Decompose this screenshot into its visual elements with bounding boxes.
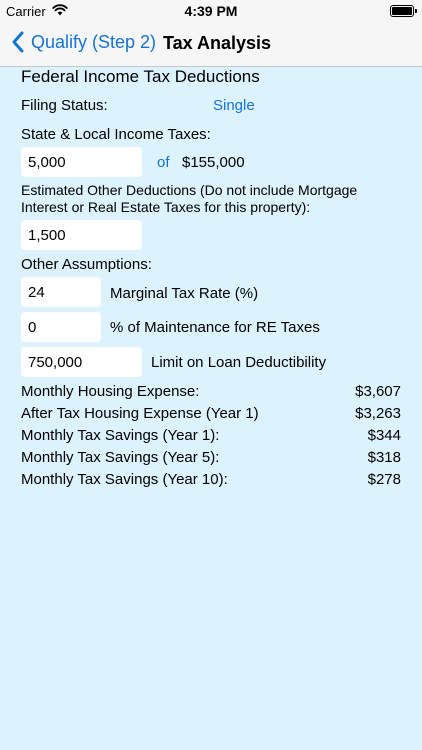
result-value: $3,263	[355, 405, 401, 422]
marginal-tax-rate-input[interactable]	[21, 277, 101, 307]
other-deductions-label-line1: Estimated Other Deductions (Do not include Mortgage	[21, 182, 358, 198]
back-button-label: Qualify (Step 2)	[31, 31, 157, 52]
loan-limit-label: Limit on Loan Deductibility	[151, 354, 327, 371]
result-label: Monthly Housing Expense:	[21, 383, 200, 400]
section-title: Federal Income Tax Deductions	[21, 67, 260, 86]
of-link[interactable]: of	[157, 154, 170, 171]
result-value: $318	[367, 449, 401, 466]
other-assumptions-label: Other Assumptions:	[21, 256, 152, 273]
navigation-bar	[0, 22, 422, 67]
result-label: Monthly Tax Savings (Year 5):	[21, 449, 220, 466]
result-label: Monthly Tax Savings (Year 1):	[21, 427, 220, 444]
loan-limit-input[interactable]	[21, 347, 142, 377]
carrier-name: Carrier	[6, 4, 46, 19]
state-local-taxes-label: State & Local Income Taxes:	[21, 126, 211, 143]
marginal-tax-rate-label: Marginal Tax Rate (%)	[110, 285, 259, 302]
result-value: $344	[367, 427, 401, 444]
other-deductions-input[interactable]	[21, 220, 142, 250]
other-deductions-label-line2: Interest or Real Estate Taxes for this property):	[21, 199, 311, 215]
state-local-taxes-input[interactable]	[21, 147, 142, 177]
page-title: Tax Analysis	[163, 33, 272, 53]
filing-status-label: Filing Status:	[21, 97, 108, 114]
clock-time: 4:39 PM	[184, 3, 238, 19]
income-amount: $155,000	[182, 154, 245, 171]
battery-icon	[390, 5, 414, 17]
result-label: After Tax Housing Expense (Year 1)	[21, 405, 259, 422]
result-value: $278	[367, 471, 401, 488]
maintenance-percent-label: % of Maintenance for RE Taxes	[110, 319, 320, 336]
back-button[interactable]	[10, 30, 156, 54]
result-value: $3,607	[355, 383, 401, 400]
maintenance-percent-input[interactable]	[21, 312, 101, 342]
status-bar	[0, 0, 422, 22]
filing-status-value[interactable]: Single	[213, 97, 255, 114]
result-label: Monthly Tax Savings (Year 10):	[21, 471, 228, 488]
chevron-left-icon	[10, 30, 26, 54]
